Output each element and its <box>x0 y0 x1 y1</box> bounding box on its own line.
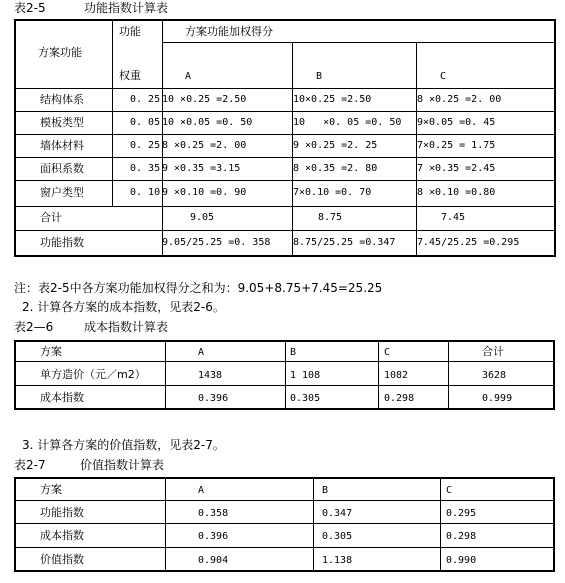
table-row-weight: 0. 10 <box>130 187 161 198</box>
total-label: 合计 <box>40 211 62 224</box>
table-row-weight: 0. 25 <box>130 140 161 151</box>
t27-value-index-b: 1.138 <box>322 555 353 566</box>
t27-header-scheme: 方案 <box>40 483 62 496</box>
table-row-name: 墙体材料 <box>40 139 84 152</box>
table-2-7-caption-number: 表2-7 <box>14 458 46 472</box>
t27-value-index-a: 0.904 <box>198 555 229 566</box>
table-row-score-c: 8 ×0.10 =0.80 <box>417 187 496 198</box>
t26-row-cost-index-label: 成本指数 <box>40 391 84 404</box>
t26-header-b: B <box>290 347 297 358</box>
step-3-text: 3. 计算各方案的价值指数，见表2-7。 <box>22 438 225 452</box>
t26-cost-index-a: 0.396 <box>198 393 229 404</box>
t26-cost-index-c: 0.298 <box>384 393 415 404</box>
header-col-a: A <box>185 71 192 82</box>
header-weighted-score: 方案功能加权得分 <box>185 25 273 38</box>
t27-header-c: C <box>446 485 453 496</box>
table-row-score-a: 9 ×0.10 =0. 90 <box>162 187 247 198</box>
t27-header-a: A <box>198 485 205 496</box>
table-row-weight: 0. 35 <box>130 163 161 174</box>
function-index-c: 7.45/25.25 =0.295 <box>417 237 520 248</box>
total-c: 7.45 <box>441 212 466 223</box>
t26-unit-cost-b: 1 108 <box>290 370 321 381</box>
table-row-score-c: 7×0.25 = 1.75 <box>417 140 496 151</box>
table-row-name: 结构体系 <box>40 93 84 106</box>
table-row-name: 面积系数 <box>40 162 84 175</box>
function-index-b: 8.75/25.25 =0.347 <box>293 237 396 248</box>
table-2-7-caption-title: 价值指数计算表 <box>80 458 165 472</box>
table-row-score-b: 7×0.10 =0. 70 <box>293 187 372 198</box>
header-scheme-function: 方案功能 <box>38 46 82 59</box>
header-weight: 权重 <box>119 69 141 82</box>
table-2-6-caption-number: 表2—6 <box>14 320 54 334</box>
step-2-text: 2. 计算各方案的成本指数，见表2-6。 <box>22 300 225 314</box>
table-2-5-caption-number: 表2-5 <box>14 1 46 15</box>
t26-unit-cost-c: 1082 <box>384 370 409 381</box>
t27-value-index-c: 0.990 <box>446 555 477 566</box>
table-row-score-b: 10 ×0. 05 =0. 50 <box>293 117 402 128</box>
t27-cost-index-c: 0.298 <box>446 531 477 542</box>
table-2-5-caption-title: 功能指数计算表 <box>84 1 169 15</box>
t26-cost-index-total: 0.999 <box>482 393 513 404</box>
t27-cost-index-b: 0.305 <box>322 531 353 542</box>
table-note: 注：表2-5中各方案功能加权得分之和为：9.05+8.75+7.45=25.25 <box>14 281 383 295</box>
table-row-score-b: 8 ×0.35 =2. 80 <box>293 163 378 174</box>
t27-function-index-c: 0.295 <box>446 508 477 519</box>
t27-row-value-index-label: 价值指数 <box>40 553 84 566</box>
t26-unit-cost-total: 3628 <box>482 370 507 381</box>
t27-header-b: B <box>322 485 329 496</box>
table-row-score-b: 10×0.25 =2.50 <box>293 94 372 105</box>
table-row-name: 模板类型 <box>40 116 84 129</box>
table-row-weight: 0. 25 <box>130 94 161 105</box>
t27-row-function-index-label: 功能指数 <box>40 506 84 519</box>
total-b: 8.75 <box>318 212 343 223</box>
t27-row-cost-index-label: 成本指数 <box>40 529 84 542</box>
t27-function-index-b: 0.347 <box>322 508 353 519</box>
t26-header-c: C <box>384 347 391 358</box>
t26-header-a: A <box>198 347 205 358</box>
table-2-6-caption-title: 成本指数计算表 <box>84 320 169 334</box>
t26-row-unit-cost-label: 单方造价（元／m2） <box>40 368 146 381</box>
total-a: 9.05 <box>190 212 215 223</box>
table-row-weight: 0. 05 <box>130 117 161 128</box>
table-row-score-a: 10 ×0.05 =0. 50 <box>162 117 253 128</box>
t26-unit-cost-a: 1438 <box>198 370 223 381</box>
t27-function-index-a: 0.358 <box>198 508 229 519</box>
table-row-score-a: 9 ×0.35 =3.15 <box>162 163 241 174</box>
function-index-label: 功能指数 <box>40 236 84 249</box>
table-row-score-c: 8 ×0.25 =2. 00 <box>417 94 502 105</box>
table-row-score-c: 9×0.05 =0. 45 <box>417 117 496 128</box>
t27-cost-index-a: 0.396 <box>198 531 229 542</box>
table-2-5-border <box>14 19 556 257</box>
table-row-score-b: 9 ×0.25 =2. 25 <box>293 140 378 151</box>
table-row-score-c: 7 ×0.35 =2.45 <box>417 163 496 174</box>
header-col-c: C <box>440 71 447 82</box>
t26-cost-index-b: 0.305 <box>290 393 321 404</box>
table-row-score-a: 10 ×0.25 =2.50 <box>162 94 247 105</box>
t26-header-scheme: 方案 <box>40 345 62 358</box>
header-function: 功能 <box>119 25 141 38</box>
table-row-name: 窗户类型 <box>40 186 84 199</box>
t26-header-total: 合计 <box>482 345 504 358</box>
function-index-a: 9.05/25.25 =0. 358 <box>162 237 271 248</box>
header-col-b: B <box>316 71 323 82</box>
table-row-score-a: 8 ×0.25 =2. 00 <box>162 140 247 151</box>
